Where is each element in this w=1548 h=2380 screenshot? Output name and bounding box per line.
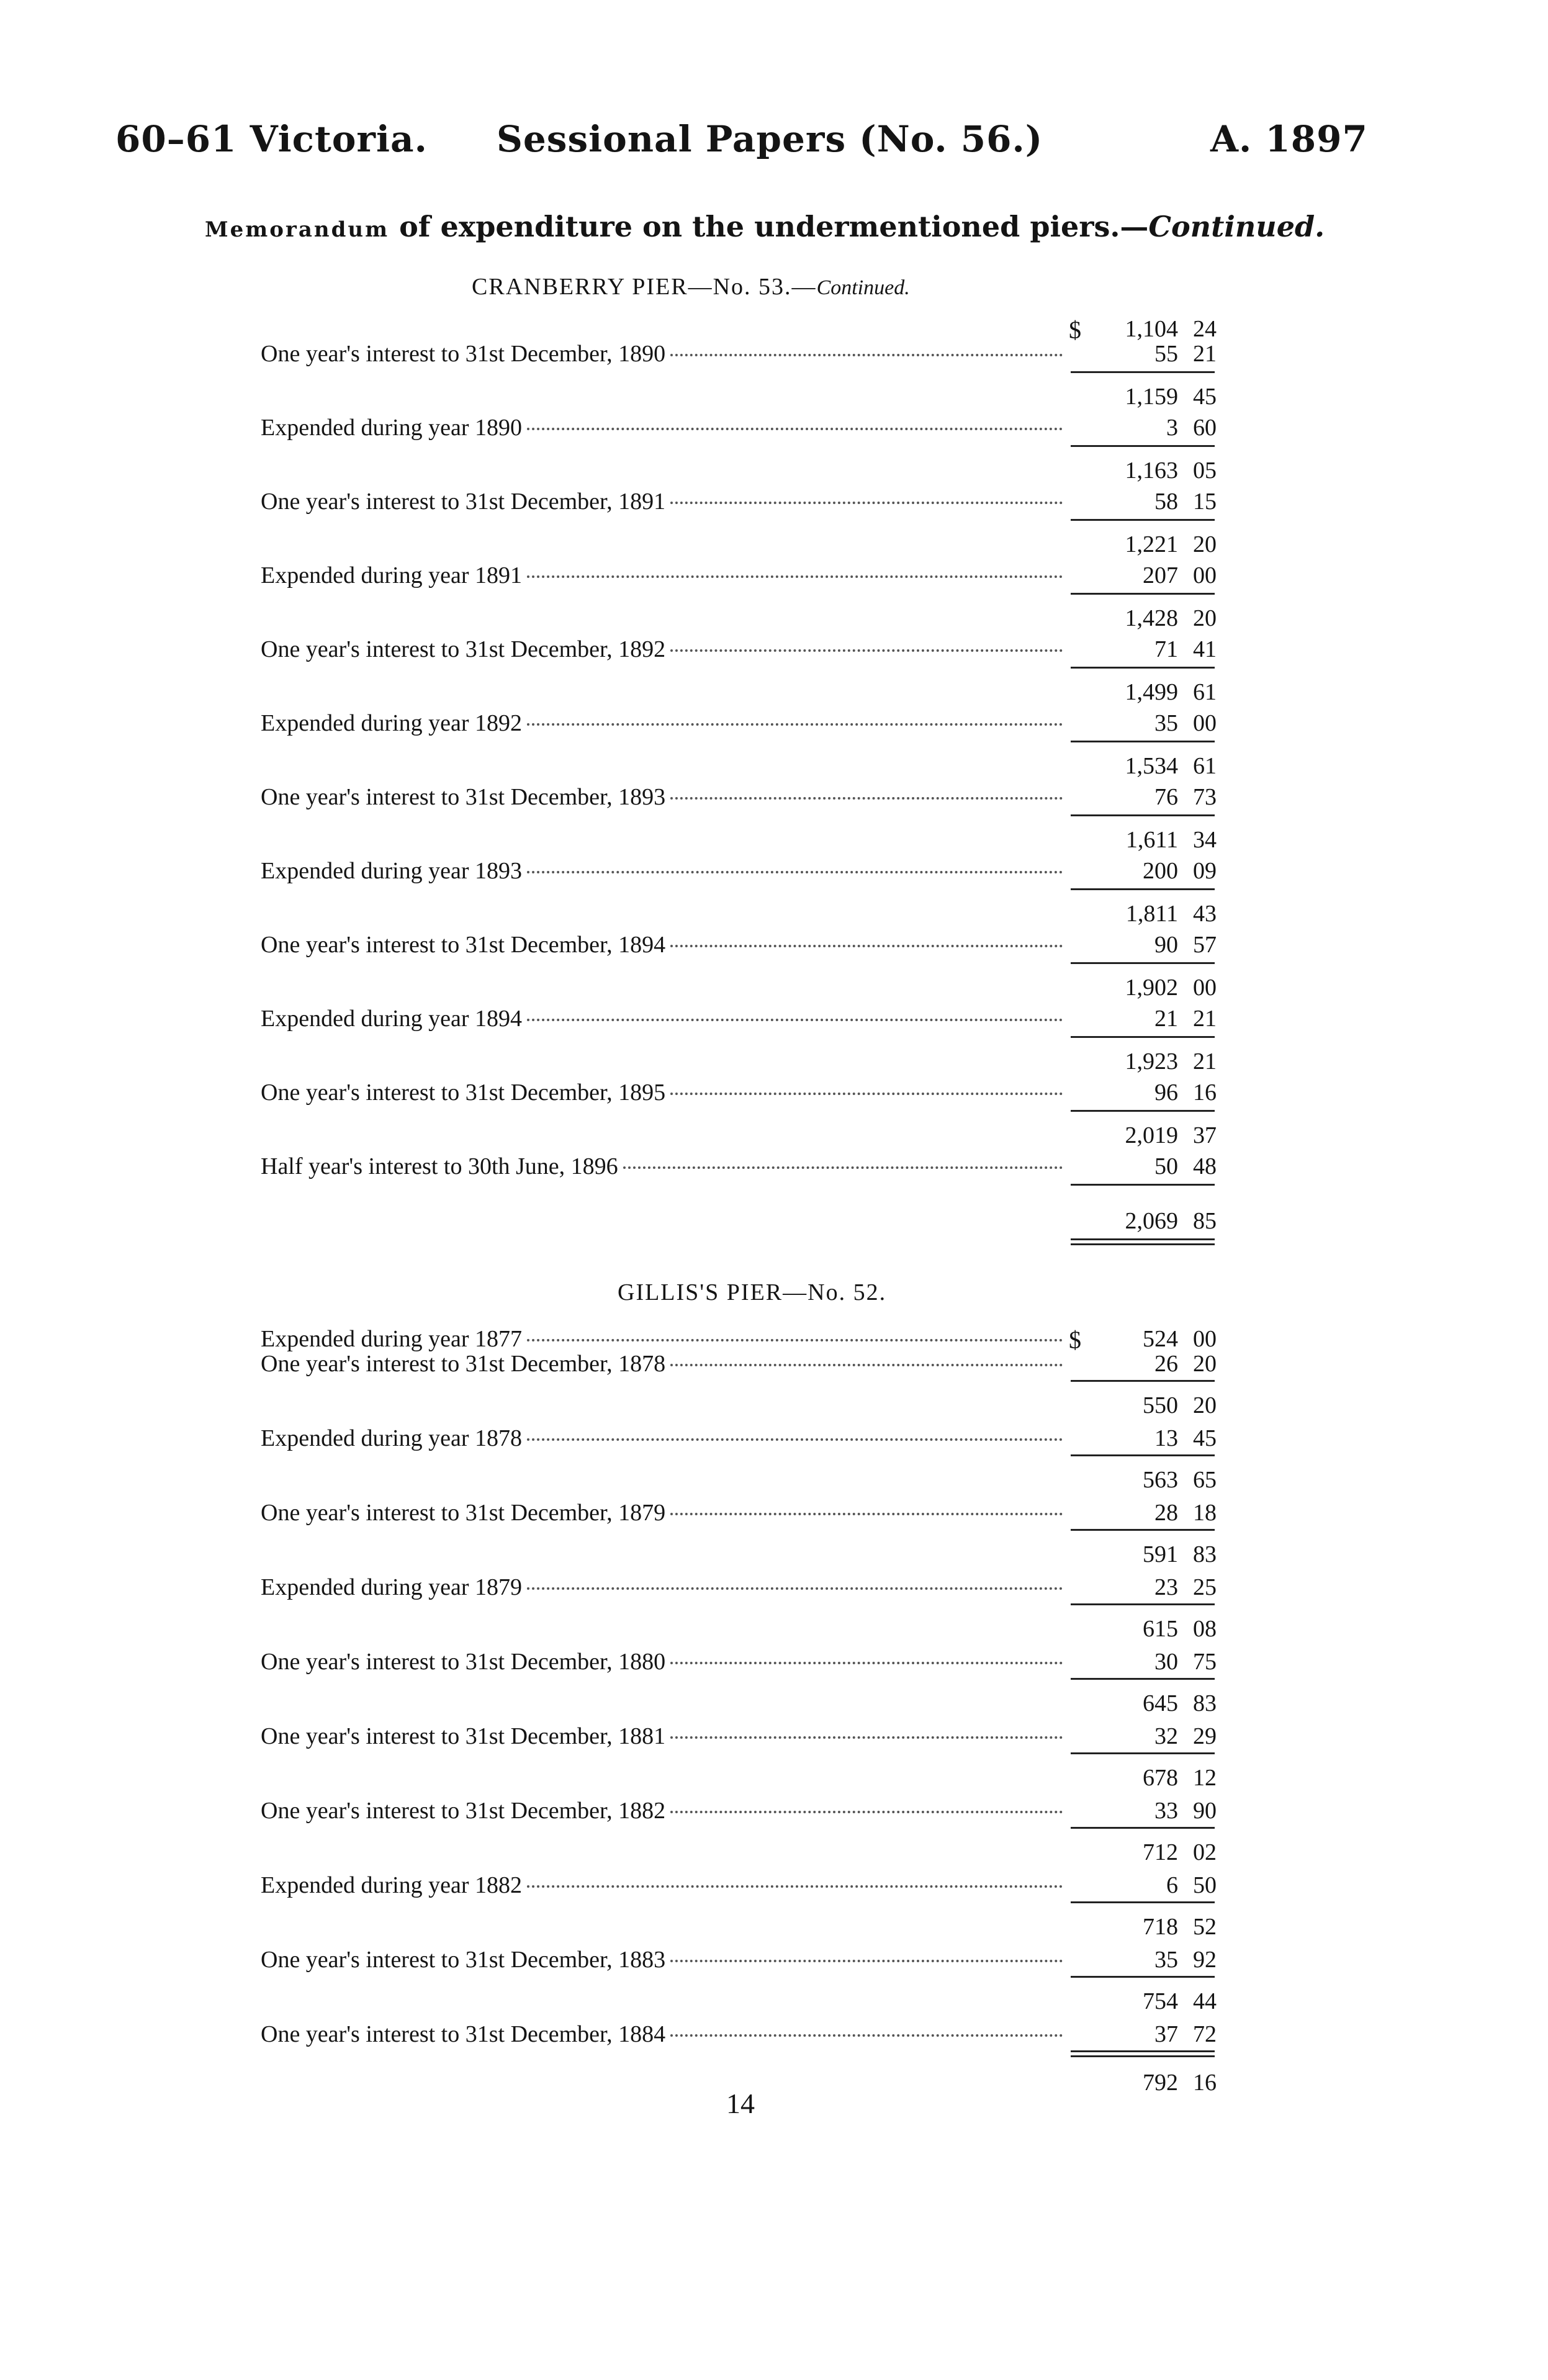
entry-label: One year's interest to 31st December, 1894	[261, 932, 666, 958]
entry-label: Expended during year 1878	[261, 1425, 523, 1451]
entry-label: Expended during year 1892	[261, 710, 523, 736]
amount-cents: 57	[1193, 932, 1217, 958]
entry-label: One year's interest to 31st December, 1884	[261, 2021, 666, 2047]
entry-amount	[1068, 1723, 1217, 1750]
entry-label: One year's interest to 31st December, 1893	[261, 784, 666, 810]
amount-dollars: 1,104	[1125, 316, 1178, 342]
amount-cents: 90	[1193, 1798, 1217, 1824]
dot-leader	[670, 797, 1063, 800]
cranberry-pier-title	[472, 273, 910, 300]
sum-rule	[1071, 888, 1215, 890]
running-total-amount	[1068, 605, 1217, 632]
header-volume: 60–61 Victoria.	[115, 118, 428, 160]
entry-label: One year's interest to 31st December, 1878	[261, 1351, 666, 1377]
amount-cents: 34	[1193, 827, 1217, 853]
amount-cents: 25	[1193, 1574, 1217, 1600]
running-total-amount	[1068, 1913, 1217, 1941]
amount-cents: 00	[1193, 1326, 1217, 1352]
dollar-sign: $	[1069, 1326, 1081, 1354]
entry-label: Half year's interest to 30th June, 1896	[261, 1153, 618, 1179]
running-total-amount	[1068, 457, 1217, 484]
amount-dollars: 591	[1143, 1541, 1178, 1567]
running-total-amount	[1068, 531, 1217, 558]
entry-label: One year's interest to 31st December, 1879	[261, 1500, 666, 1526]
entry-label: Expended during year 1879	[261, 1574, 523, 1600]
entry-amount	[1068, 710, 1217, 737]
amount-dollars: 21	[1154, 1006, 1178, 1032]
amount-cents: 60	[1193, 415, 1217, 441]
amount-dollars: 3	[1166, 415, 1178, 441]
entry-amount	[1068, 2021, 1217, 2048]
amount-dollars: 6	[1166, 1872, 1178, 1898]
ledger-entry	[261, 1946, 1068, 1977]
running-total-amount	[1068, 678, 1217, 706]
ledger-entry	[261, 1350, 1068, 1381]
running-total-amount	[1068, 1466, 1217, 1494]
sum-rule	[1071, 1036, 1215, 1038]
entry-amount	[1068, 1872, 1217, 1899]
sum-rule	[1071, 1454, 1215, 1456]
running-total-amount	[1068, 1690, 1217, 1717]
amount-dollars: 55	[1154, 341, 1178, 367]
entry-label: One year's interest to 31st December, 1895	[261, 1080, 666, 1106]
entry-amount	[1068, 636, 1217, 663]
dot-leader	[527, 1019, 1063, 1021]
dot-leader	[670, 2034, 1063, 2037]
amount-dollars: 754	[1143, 1988, 1178, 2014]
ledger-entry	[261, 1425, 1068, 1456]
amount-cents: 61	[1193, 753, 1217, 779]
amount-cents: 61	[1193, 679, 1217, 705]
amount-dollars: 1,534	[1125, 753, 1178, 779]
amount-cents: 16	[1193, 1080, 1217, 1106]
amount-cents: 43	[1193, 901, 1217, 927]
running-total-amount	[1068, 1541, 1217, 1568]
amount-dollars: 71	[1154, 636, 1178, 662]
amount-dollars: 58	[1154, 489, 1178, 515]
dot-leader	[670, 1736, 1063, 1739]
dot-leader	[527, 428, 1063, 430]
dot-leader	[623, 1166, 1063, 1169]
running-total-amount	[1068, 1988, 1217, 2015]
entry-label: One year's interest to 31st December, 1892	[261, 636, 666, 662]
entry-amount	[1068, 340, 1217, 367]
entry-amount	[1068, 1499, 1217, 1526]
running-total-amount	[1068, 826, 1217, 854]
entry-amount	[1068, 1946, 1217, 1973]
dot-leader	[670, 1513, 1063, 1515]
entry-amount	[1068, 414, 1217, 441]
amount-cents: 18	[1193, 1500, 1217, 1526]
amount-dollars: 563	[1143, 1467, 1178, 1493]
amount-dollars: 1,221	[1125, 531, 1178, 557]
sum-rule	[1071, 1752, 1215, 1754]
amount-dollars: 645	[1143, 1690, 1178, 1716]
entry-label: One year's interest to 31st December, 1882	[261, 1798, 666, 1824]
amount-dollars: 1,902	[1125, 975, 1178, 1001]
cranberry-opening-amount	[1068, 315, 1217, 343]
entry-label: Expended during year 1877	[261, 1326, 523, 1352]
entry-amount	[1068, 1797, 1217, 1824]
entry-label: One year's interest to 31st December, 1881	[261, 1723, 666, 1749]
sum-rule	[1071, 1827, 1215, 1829]
ledger-entry	[261, 857, 1068, 888]
running-total-amount	[1068, 1764, 1217, 1792]
ledger-entry	[261, 1648, 1068, 1679]
dot-leader	[527, 1438, 1063, 1441]
amount-dollars: 35	[1154, 1947, 1178, 1973]
dot-leader	[670, 1811, 1063, 1813]
dot-leader	[527, 1587, 1063, 1590]
cranberry-title-text: CRANBERRY PIER—No. 53.—	[472, 274, 817, 300]
header-sessional-papers: Sessional Papers (No. 56.)	[497, 118, 1043, 160]
amount-cents: 20	[1193, 531, 1217, 557]
ledger-entry	[261, 1153, 1068, 1184]
cranberry-dollar-sign: $	[1069, 316, 1081, 344]
amount-dollars: 50	[1154, 1153, 1178, 1179]
amount-cents: 24	[1193, 316, 1217, 342]
memorandum-text: of expenditure on the undermentioned piers.—	[389, 210, 1149, 243]
amount-dollars: 76	[1154, 784, 1178, 810]
sum-rule	[1071, 1184, 1215, 1186]
amount-cents: 02	[1193, 1839, 1217, 1865]
running-total-amount	[1068, 383, 1217, 410]
amount-cents: 50	[1193, 1872, 1217, 1898]
amount-dollars: 718	[1143, 1914, 1178, 1940]
running-total-amount	[1068, 752, 1217, 780]
memorandum-heading	[205, 210, 1325, 243]
sum-rule	[1071, 371, 1215, 373]
double-rule-bottom	[1071, 2055, 1215, 2057]
ledger-entry	[261, 1574, 1068, 1605]
entry-label: One year's interest to 31st December, 1891	[261, 489, 666, 515]
sum-rule	[1071, 1603, 1215, 1605]
amount-dollars: 615	[1143, 1616, 1178, 1642]
double-rule-bottom	[1071, 1243, 1215, 1245]
amount-dollars: 32	[1154, 1723, 1178, 1749]
amount-dollars: 1,159	[1125, 384, 1178, 410]
entry-label: Expended during year 1890	[261, 415, 523, 441]
entry-label: One year's interest to 31st December, 1880	[261, 1649, 666, 1675]
amount-cents: 37	[1193, 1122, 1217, 1148]
amount-dollars: 96	[1154, 1080, 1178, 1106]
cranberry-title-continued: Continued.	[816, 276, 910, 299]
amount-cents: 52	[1193, 1914, 1217, 1940]
amount-cents: 44	[1193, 1988, 1217, 2014]
amount-cents: 41	[1193, 636, 1217, 662]
dot-leader	[670, 1960, 1063, 1962]
amount-dollars: 207	[1143, 562, 1178, 588]
amount-cents: 92	[1193, 1947, 1217, 1973]
gillis-pier-title: GILLIS'S PIER—No. 52.	[618, 1279, 887, 1305]
amount-dollars: 792	[1143, 2070, 1178, 2096]
ledger-entry	[261, 931, 1068, 962]
dot-leader	[670, 945, 1063, 947]
amount-cents: 20	[1193, 605, 1217, 631]
amount-dollars: 2,069	[1125, 1208, 1178, 1234]
amount-dollars: 1,163	[1125, 458, 1178, 484]
dot-leader	[527, 723, 1063, 726]
sum-rule	[1071, 962, 1215, 964]
dot-leader	[670, 354, 1063, 356]
dot-leader	[527, 575, 1063, 578]
ledger-entry	[261, 340, 1068, 371]
ledger-entry	[261, 2021, 1068, 2052]
dot-leader	[670, 1093, 1063, 1095]
entry-label: Expended during year 1882	[261, 1872, 523, 1898]
amount-dollars: 23	[1154, 1574, 1178, 1600]
amount-cents: 05	[1193, 458, 1217, 484]
amount-cents: 73	[1193, 784, 1217, 810]
entry-amount	[1068, 1153, 1217, 1180]
amount-cents: 00	[1193, 975, 1217, 1001]
dot-leader	[527, 871, 1063, 873]
amount-dollars: 550	[1143, 1392, 1178, 1418]
running-total-amount	[1068, 1839, 1217, 1866]
ledger-entry	[261, 414, 1068, 445]
amount-dollars: 524	[1143, 1326, 1178, 1352]
entry-amount	[1068, 562, 1217, 589]
grand-total-amount	[1068, 2069, 1217, 2096]
amount-dollars: 13	[1154, 1425, 1178, 1451]
header-year: A. 1897	[1210, 118, 1368, 160]
entry-amount	[1068, 1325, 1217, 1353]
entry-amount	[1068, 857, 1217, 885]
entry-amount	[1068, 1574, 1217, 1601]
ledger-entry	[261, 1079, 1068, 1110]
entry-amount	[1068, 488, 1217, 515]
dot-leader	[527, 1339, 1063, 1341]
amount-dollars: 712	[1143, 1839, 1178, 1865]
amount-dollars: 678	[1143, 1765, 1178, 1791]
entry-amount	[1068, 931, 1217, 958]
ledger-entry	[261, 488, 1068, 519]
dot-leader	[670, 649, 1063, 652]
amount-cents: 48	[1193, 1153, 1217, 1179]
sum-rule	[1071, 1110, 1215, 1112]
amount-cents: 75	[1193, 1649, 1217, 1675]
amount-dollars: 90	[1154, 932, 1178, 958]
amount-cents: 00	[1193, 562, 1217, 588]
entry-amount	[1068, 783, 1217, 811]
sum-rule	[1071, 445, 1215, 447]
entry-label: One year's interest to 31st December, 1890	[261, 341, 666, 367]
running-total-amount	[1068, 1122, 1217, 1149]
sum-rule	[1071, 1976, 1215, 1978]
amount-cents: 29	[1193, 1723, 1217, 1749]
entry-amount	[1068, 1079, 1217, 1106]
amount-cents: 12	[1193, 1765, 1217, 1791]
amount-dollars: 37	[1154, 2021, 1178, 2047]
amount-cents: 20	[1193, 1351, 1217, 1377]
amount-cents: 20	[1193, 1392, 1217, 1418]
ledger-entry	[261, 1872, 1068, 1903]
sum-rule	[1071, 593, 1215, 595]
dot-leader	[670, 502, 1063, 504]
ledger-entry	[261, 562, 1068, 593]
running-total-amount	[1068, 1392, 1217, 1419]
amount-cents: 45	[1193, 1425, 1217, 1451]
entry-label: Expended during year 1891	[261, 562, 523, 588]
sum-rule	[1071, 2050, 1215, 2052]
amount-cents: 09	[1193, 858, 1217, 884]
entry-label: Expended during year 1893	[261, 858, 523, 884]
sum-rule	[1071, 814, 1215, 816]
amount-dollars: 2,019	[1125, 1122, 1178, 1148]
amount-cents: 65	[1193, 1467, 1217, 1493]
amount-dollars: 28	[1154, 1500, 1178, 1526]
sum-rule	[1071, 1529, 1215, 1531]
dot-leader	[527, 1885, 1063, 1888]
amount-dollars: 1,611	[1125, 827, 1178, 853]
amount-cents: 08	[1193, 1616, 1217, 1642]
entry-label: One year's interest to 31st December, 1883	[261, 1947, 666, 1973]
sum-rule	[1071, 519, 1215, 521]
running-total-amount	[1068, 974, 1217, 1001]
ledger-entry	[261, 636, 1068, 667]
amount-cents: 83	[1193, 1690, 1217, 1716]
dot-leader	[670, 1364, 1063, 1366]
amount-cents: 16	[1193, 2070, 1217, 2096]
running-total-amount	[1068, 1615, 1217, 1643]
memorandum-continued: Continued.	[1148, 210, 1325, 243]
amount-cents: 15	[1193, 489, 1217, 515]
ledger-entry	[261, 1797, 1068, 1828]
ledger-entry	[261, 1723, 1068, 1754]
amount-dollars: 200	[1143, 858, 1178, 884]
amount-dollars: 26	[1154, 1351, 1178, 1377]
amount-dollars: 1,811	[1125, 901, 1178, 927]
ledger-entry	[261, 1499, 1068, 1530]
amount-cents: 45	[1193, 384, 1217, 410]
entry-amount	[1068, 1425, 1217, 1452]
dot-leader	[670, 1662, 1063, 1664]
memorandum-lead: Memorandum	[205, 217, 390, 242]
sum-rule	[1071, 667, 1215, 669]
double-rule-top	[1071, 1238, 1215, 1240]
running-total-amount	[1068, 1048, 1217, 1075]
running-total-amount	[1068, 900, 1217, 927]
amount-dollars: 1,923	[1125, 1048, 1178, 1075]
ledger-entry	[261, 710, 1068, 741]
amount-dollars: 35	[1154, 710, 1178, 736]
amount-cents: 21	[1193, 1006, 1217, 1032]
amount-dollars: 30	[1154, 1649, 1178, 1675]
amount-dollars: 33	[1154, 1798, 1178, 1824]
ledger-entry	[261, 1005, 1068, 1036]
amount-cents: 83	[1193, 1541, 1217, 1567]
amount-dollars: 1,428	[1125, 605, 1178, 631]
sum-rule	[1071, 1901, 1215, 1903]
entry-amount	[1068, 1648, 1217, 1675]
entry-amount	[1068, 1350, 1217, 1377]
entry-amount	[1068, 1005, 1217, 1032]
amount-cents: 21	[1193, 341, 1217, 367]
ledger-entry	[261, 783, 1068, 814]
amount-cents: 72	[1193, 2021, 1217, 2047]
sum-rule	[1071, 1678, 1215, 1680]
sum-rule	[1071, 741, 1215, 742]
sum-rule	[1071, 1380, 1215, 1382]
grand-total-amount	[1068, 1207, 1217, 1235]
amount-dollars: 1,499	[1125, 679, 1178, 705]
amount-cents: 00	[1193, 710, 1217, 736]
entry-label: Expended during year 1894	[261, 1006, 523, 1032]
amount-cents: 85	[1193, 1208, 1217, 1234]
page-number: 14	[726, 2088, 755, 2119]
amount-cents: 21	[1193, 1048, 1217, 1075]
